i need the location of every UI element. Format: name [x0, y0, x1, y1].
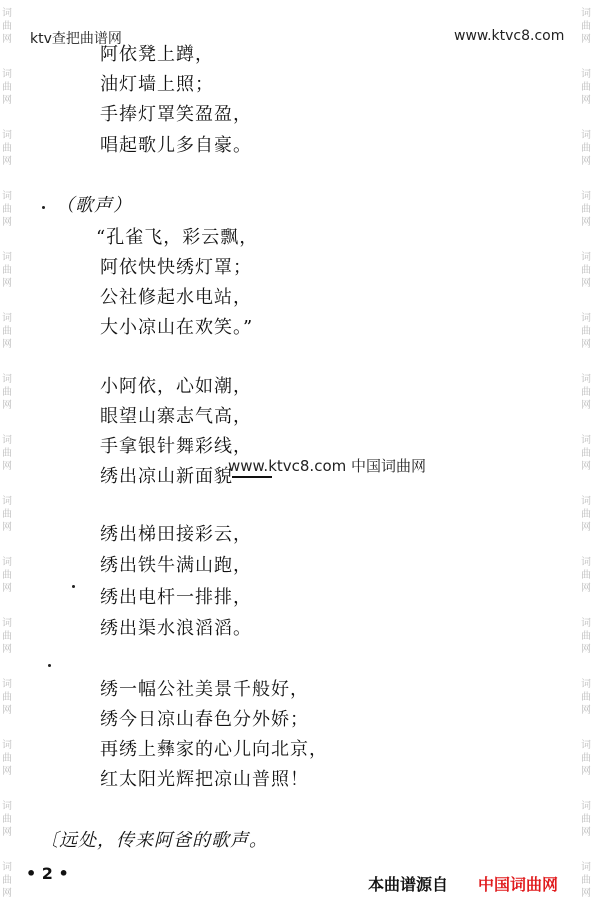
- side-watermark-char: 曲: [581, 570, 591, 581]
- side-watermark-char: 曲: [2, 570, 12, 581]
- side-watermark-char: 词: [2, 862, 12, 873]
- side-watermark-char: 词: [581, 862, 591, 873]
- side-watermark-char: 词: [2, 740, 12, 751]
- side-watermark-char: 曲: [2, 631, 12, 642]
- side-watermark-char: 网: [2, 827, 12, 838]
- stage-direction: 〔远处，传来阿爸的歌声。: [40, 830, 268, 851]
- right-side-watermark: [579, 0, 593, 920]
- lyric-line: 绣今日凉山春色分外娇；: [100, 709, 309, 730]
- song-label: （歌声）: [56, 195, 132, 216]
- side-watermark-char: 词: [2, 252, 12, 263]
- page-number: • 2 •: [26, 864, 69, 883]
- side-watermark-char: 网: [2, 34, 12, 45]
- side-watermark-char: 网: [581, 156, 591, 167]
- lyric-line: 再绣上彝家的心儿向北京，: [100, 739, 328, 760]
- side-watermark-char: 词: [2, 8, 12, 19]
- side-watermark-char: 曲: [2, 326, 12, 337]
- speck: [72, 585, 75, 588]
- lyric-line: 手拿银针舞彩线，: [100, 436, 252, 457]
- middle-watermark: www.ktvc8.com 中国词曲网: [228, 457, 427, 475]
- side-watermark-char: 网: [2, 522, 12, 533]
- side-watermark-char: 词: [581, 69, 591, 80]
- footer-source-label: 本曲谱源自: [368, 875, 449, 894]
- side-watermark-char: 网: [581, 400, 591, 411]
- lyric-line: 阿依快快绣灯罩；: [100, 257, 252, 278]
- lyric-line: 大小凉山在欢笑。”: [100, 317, 254, 338]
- side-watermark-char: 网: [2, 156, 12, 167]
- side-watermark-char: 曲: [2, 692, 12, 703]
- side-watermark-char: 曲: [2, 875, 12, 886]
- side-watermark-char: 网: [581, 705, 591, 716]
- side-watermark-char: 曲: [2, 448, 12, 459]
- side-watermark-char: 词: [2, 313, 12, 324]
- lyric-line: 唱起歌儿多自豪。: [100, 135, 252, 156]
- side-watermark-char: 曲: [581, 387, 591, 398]
- side-watermark-char: 词: [2, 191, 12, 202]
- side-watermark-char: 网: [2, 644, 12, 655]
- side-watermark-char: 曲: [581, 143, 591, 154]
- side-watermark-char: 网: [2, 583, 12, 594]
- side-watermark-char: 词: [581, 679, 591, 690]
- side-watermark-char: 网: [581, 827, 591, 838]
- side-watermark-char: 曲: [2, 753, 12, 764]
- side-watermark-char: 曲: [581, 753, 591, 764]
- side-watermark-char: 网: [581, 278, 591, 289]
- side-watermark-char: 曲: [2, 204, 12, 215]
- side-watermark-char: 网: [581, 583, 591, 594]
- lyric-line: “孔雀飞，彩云飘，: [96, 227, 259, 248]
- side-watermark-char: 词: [581, 496, 591, 507]
- speck: [42, 206, 45, 209]
- side-watermark-char: 网: [2, 339, 12, 350]
- side-watermark-char: 曲: [581, 875, 591, 886]
- side-watermark-char: 词: [581, 801, 591, 812]
- side-watermark-char: 网: [581, 522, 591, 533]
- left-side-watermark: [0, 0, 14, 920]
- lyric-line: 绣出渠水浪滔滔。: [100, 618, 252, 639]
- dash-line: [232, 476, 272, 478]
- side-watermark-char: 网: [581, 644, 591, 655]
- side-watermark-char: 词: [581, 618, 591, 629]
- side-watermark-char: 网: [2, 400, 12, 411]
- side-watermark-char: 曲: [2, 143, 12, 154]
- side-watermark-char: 词: [2, 557, 12, 568]
- footer-site-name: 中国词曲网: [478, 875, 559, 894]
- side-watermark-char: 网: [581, 34, 591, 45]
- side-watermark-char: 网: [581, 217, 591, 228]
- side-watermark-char: 网: [2, 766, 12, 777]
- lyric-line: 手捧灯罩笑盈盈，: [100, 104, 252, 125]
- lyric-line: 眼望山寨志气高，: [100, 406, 252, 427]
- side-watermark-char: 词: [2, 679, 12, 690]
- side-watermark-char: 曲: [2, 21, 12, 32]
- side-watermark-char: 网: [2, 888, 12, 899]
- side-watermark-char: 词: [581, 740, 591, 751]
- side-watermark-char: 曲: [581, 448, 591, 459]
- side-watermark-char: 网: [581, 888, 591, 899]
- side-watermark-char: 曲: [2, 387, 12, 398]
- side-watermark-char: 词: [581, 374, 591, 385]
- header-left-watermark: ktv查把曲谱网: [30, 31, 122, 47]
- lyric-line: 公社修起水电站，: [100, 287, 252, 308]
- side-watermark-char: 曲: [581, 21, 591, 32]
- side-watermark-char: 网: [2, 95, 12, 106]
- side-watermark-char: 网: [581, 461, 591, 472]
- lyric-line: 绣出梯田接彩云，: [100, 524, 252, 545]
- side-watermark-char: 曲: [2, 509, 12, 520]
- lyric-line: 小阿依，心如潮，: [100, 376, 252, 397]
- side-watermark-char: 网: [581, 95, 591, 106]
- side-watermark-char: 曲: [581, 692, 591, 703]
- side-watermark-char: 网: [2, 461, 12, 472]
- side-watermark-char: 词: [581, 313, 591, 324]
- side-watermark-char: 词: [2, 69, 12, 80]
- side-watermark-char: 曲: [2, 265, 12, 276]
- side-watermark-char: 曲: [581, 82, 591, 93]
- side-watermark-char: 曲: [581, 631, 591, 642]
- header-right-url: www.ktvc8.com: [454, 28, 565, 44]
- side-watermark-char: 曲: [2, 82, 12, 93]
- side-watermark-char: 曲: [581, 265, 591, 276]
- side-watermark-char: 曲: [581, 814, 591, 825]
- side-watermark-char: 网: [2, 705, 12, 716]
- side-watermark-char: 网: [2, 217, 12, 228]
- side-watermark-char: 词: [2, 374, 12, 385]
- side-watermark-char: 词: [581, 191, 591, 202]
- lyric-line: 油灯墙上照；: [100, 74, 214, 95]
- side-watermark-char: 网: [581, 339, 591, 350]
- lyric-line: 绣出电杆一排排，: [100, 587, 252, 608]
- speck: [48, 664, 51, 667]
- side-watermark-char: 词: [581, 557, 591, 568]
- side-watermark-char: 网: [581, 766, 591, 777]
- side-watermark-char: 词: [2, 130, 12, 141]
- lyric-line: 红太阳光辉把凉山普照！: [100, 769, 309, 790]
- side-watermark-char: 曲: [581, 509, 591, 520]
- side-watermark-char: 词: [2, 801, 12, 812]
- side-watermark-char: 曲: [2, 814, 12, 825]
- side-watermark-char: 词: [2, 618, 12, 629]
- side-watermark-char: 词: [581, 130, 591, 141]
- side-watermark-char: 曲: [581, 204, 591, 215]
- side-watermark-char: 网: [2, 278, 12, 289]
- side-watermark-char: 词: [581, 252, 591, 263]
- side-watermark-char: 曲: [581, 326, 591, 337]
- lyric-line: 绣一幅公社美景千般好，: [100, 679, 309, 700]
- lyric-line: 阿依凳上蹲，: [100, 44, 214, 65]
- side-watermark-char: 词: [2, 496, 12, 507]
- lyric-line: 绣出凉山新面貌: [100, 466, 233, 487]
- side-watermark-char: 词: [581, 435, 591, 446]
- side-watermark-char: 词: [581, 8, 591, 19]
- side-watermark-char: 词: [2, 435, 12, 446]
- lyric-line: 绣出铁牛满山跑，: [100, 555, 252, 576]
